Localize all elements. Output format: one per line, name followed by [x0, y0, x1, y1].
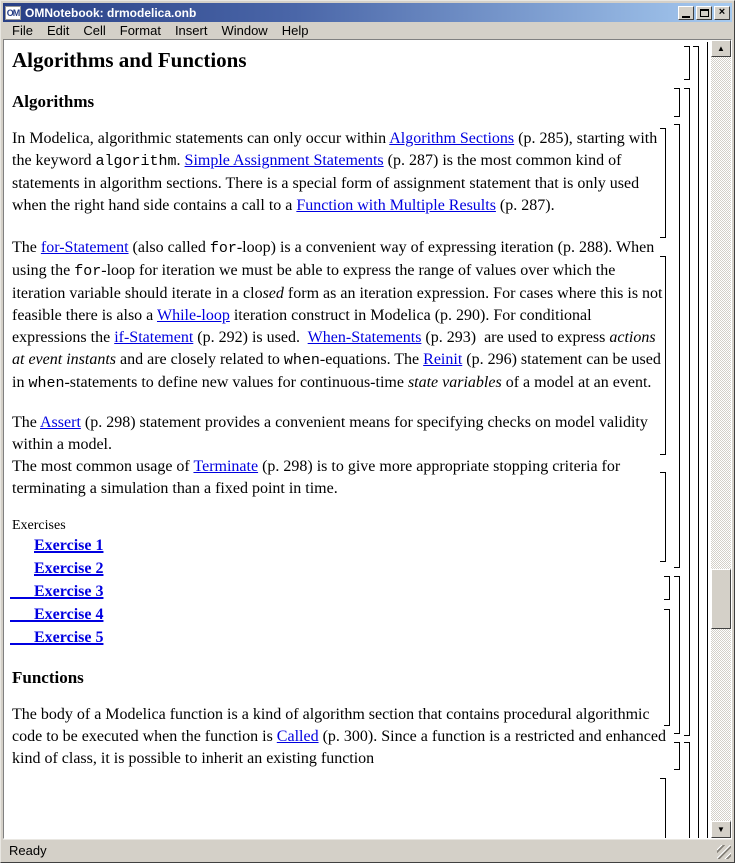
cell-bracket[interactable]	[660, 256, 666, 455]
body-text: (p. 298) is to give more appropriate stopping criteria for terminating a simulation than a fixed point in time.	[12, 458, 621, 497]
close-button[interactable]	[714, 6, 730, 20]
scroll-up-icon: ▲	[717, 44, 725, 53]
scroll-down-button[interactable]	[711, 821, 731, 838]
exercises-heading[interactable]: Exercises	[12, 518, 66, 533]
code-text: for	[209, 240, 237, 257]
doc-link[interactable]: When-Statements	[307, 329, 422, 346]
exercise-links[interactable]	[12, 534, 680, 649]
doc-link[interactable]: Reinit	[423, 351, 463, 368]
body-text: of a model at an event.	[501, 374, 652, 391]
body-text: sed	[262, 285, 284, 302]
section-title-functions[interactable]: Functions	[12, 668, 84, 687]
status-bar	[3, 839, 732, 860]
menu-item-insert[interactable]: Insert	[174, 22, 208, 38]
scroll-down-icon: ▼	[717, 825, 725, 834]
doc-link[interactable]: While-loop	[156, 307, 230, 324]
menu-bar	[3, 22, 732, 39]
body-text: The	[12, 414, 40, 431]
doc-link[interactable]: Terminate	[193, 458, 259, 475]
scrollbar-track[interactable]	[711, 57, 731, 821]
exercise-link-row	[12, 557, 680, 580]
body-text: The body of a Modelica function is a kind of algorithm section that contains procedural algorithmic code to be executed when the function is	[12, 706, 650, 745]
body-text: (p. 293) are used to express	[421, 329, 610, 346]
body-text: (p. 300). Since a function is a restricted and enhanced kind of class, it is possible to inherit an existing function	[12, 728, 666, 767]
body-text: -loop for iteration we must be able to express the range of values over which the iteration variable should iterate in a clo	[12, 262, 616, 302]
body-text: (p. 287).	[495, 197, 555, 214]
maximize-button[interactable]	[696, 6, 712, 20]
cell-bracket[interactable]	[674, 576, 680, 734]
body-text: -equations. The	[319, 351, 424, 368]
notebook-main	[3, 39, 732, 839]
menu-item-help[interactable]: Help	[281, 22, 309, 38]
window-title: OMNotebook: drmodelica.onb	[25, 5, 197, 20]
cell-bracket[interactable]	[674, 742, 680, 770]
resize-grip-icon[interactable]	[717, 845, 731, 859]
body-text: iteration construct in Modelica (p. 290). For conditional expressions the	[12, 307, 592, 346]
status-text: Ready	[9, 842, 47, 858]
body-text: (p. 287) is the most common kind of statements in algorithm sections. There is a special form of assignment statement that is only used when the right hand side contains a call to a	[12, 152, 640, 214]
paragraph-assert-terminate[interactable]	[12, 412, 670, 500]
cell-bracket[interactable]	[684, 88, 690, 736]
body-text: actions at event instants	[12, 329, 656, 368]
menu-item-file[interactable]: File	[12, 22, 33, 38]
body-text: The most common usage of	[12, 458, 194, 475]
exercise-link[interactable]: Exercise 1	[34, 537, 104, 554]
close-icon: ×	[718, 6, 726, 18]
cell-bracket[interactable]	[660, 778, 666, 838]
paragraph-functions-intro[interactable]	[12, 704, 670, 770]
body-text: state variables	[407, 374, 502, 391]
exercise-link[interactable]: Exercise 5	[10, 629, 104, 646]
notebook-canvas[interactable]	[4, 40, 711, 838]
exercise-link[interactable]: Exercise 3	[10, 583, 104, 600]
doc-link[interactable]: Called	[276, 728, 319, 745]
cell-bracket[interactable]	[660, 128, 666, 238]
body-text: .	[176, 152, 185, 169]
cell-bracket[interactable]	[684, 46, 690, 80]
exercise-link-row	[12, 580, 680, 603]
code-text: for	[74, 263, 102, 280]
scroll-up-button[interactable]	[711, 40, 731, 57]
vertical-scrollbar[interactable]	[711, 40, 731, 838]
doc-link[interactable]: Simple Assignment Statements	[184, 152, 384, 169]
cell-bracket[interactable]	[674, 124, 680, 568]
exercise-link[interactable]: Exercise 4	[10, 606, 104, 623]
body-text: and are closely related to	[115, 351, 284, 368]
body-text: (also called	[128, 239, 210, 256]
cell-bracket[interactable]	[664, 576, 670, 600]
doc-link[interactable]: Function with Multiple Results	[296, 197, 496, 214]
maximize-icon	[700, 9, 709, 17]
minimize-button[interactable]	[678, 6, 694, 20]
body-text: (p. 298) statement provides a convenient means for specifying checks on model validity within a model.	[12, 414, 648, 453]
paragraph-algorithm-sections[interactable]	[12, 128, 670, 217]
body-text: form as an iteration expression. For cases where this is not feasible there is also a	[12, 285, 663, 324]
code-text: when	[283, 352, 320, 369]
body-text: -statements to define new values for continuous-time	[64, 374, 408, 391]
chapter-title[interactable]: Algorithms and Functions	[12, 48, 247, 72]
doc-link[interactable]: if-Statement	[114, 329, 194, 346]
app-icon[interactable]: OM	[6, 7, 20, 18]
scrollbar-thumb[interactable]	[711, 569, 731, 629]
cell-bracket[interactable]	[702, 42, 708, 838]
doc-link[interactable]: Assert	[40, 414, 81, 431]
menu-item-edit[interactable]: Edit	[46, 22, 70, 38]
body-text: In Modelica, algorithmic statements can only occur within	[12, 130, 390, 147]
cell-bracket[interactable]	[684, 742, 690, 838]
paragraph-statements-overview[interactable]	[12, 237, 670, 395]
cell-bracket[interactable]	[674, 88, 680, 117]
body-text: The	[12, 239, 41, 256]
menu-item-format[interactable]: Format	[119, 22, 161, 38]
exercise-link-row	[12, 603, 680, 626]
minimize-icon	[682, 16, 690, 18]
menu-item-cell[interactable]: Cell	[83, 22, 106, 38]
exercise-link-row	[12, 626, 680, 649]
body-text: (p. 292) is used.	[193, 329, 308, 346]
document-flow	[12, 47, 680, 770]
cell-bracket[interactable]	[693, 46, 699, 838]
title-bar[interactable]	[3, 3, 732, 22]
doc-link[interactable]: Algorithm Sections	[389, 130, 515, 147]
body-text: (p. 296) statement can be used in	[12, 351, 661, 391]
exercise-link-row	[12, 534, 680, 557]
code-text: algorithm	[95, 153, 177, 170]
cell-bracket[interactable]	[660, 472, 666, 562]
exercise-link[interactable]: Exercise 2	[34, 560, 104, 577]
body-text: (p. 285), starting with the keyword	[12, 130, 658, 169]
doc-link[interactable]: for-Statement	[40, 239, 129, 256]
body-text: -loop) is a convenient way of expressing iteration (p. 288). When using the	[12, 239, 655, 279]
section-title-algorithms[interactable]: Algorithms	[12, 92, 95, 111]
code-text: when	[28, 375, 65, 392]
cell-bracket[interactable]	[664, 609, 670, 726]
menu-item-window[interactable]: Window	[221, 22, 268, 38]
